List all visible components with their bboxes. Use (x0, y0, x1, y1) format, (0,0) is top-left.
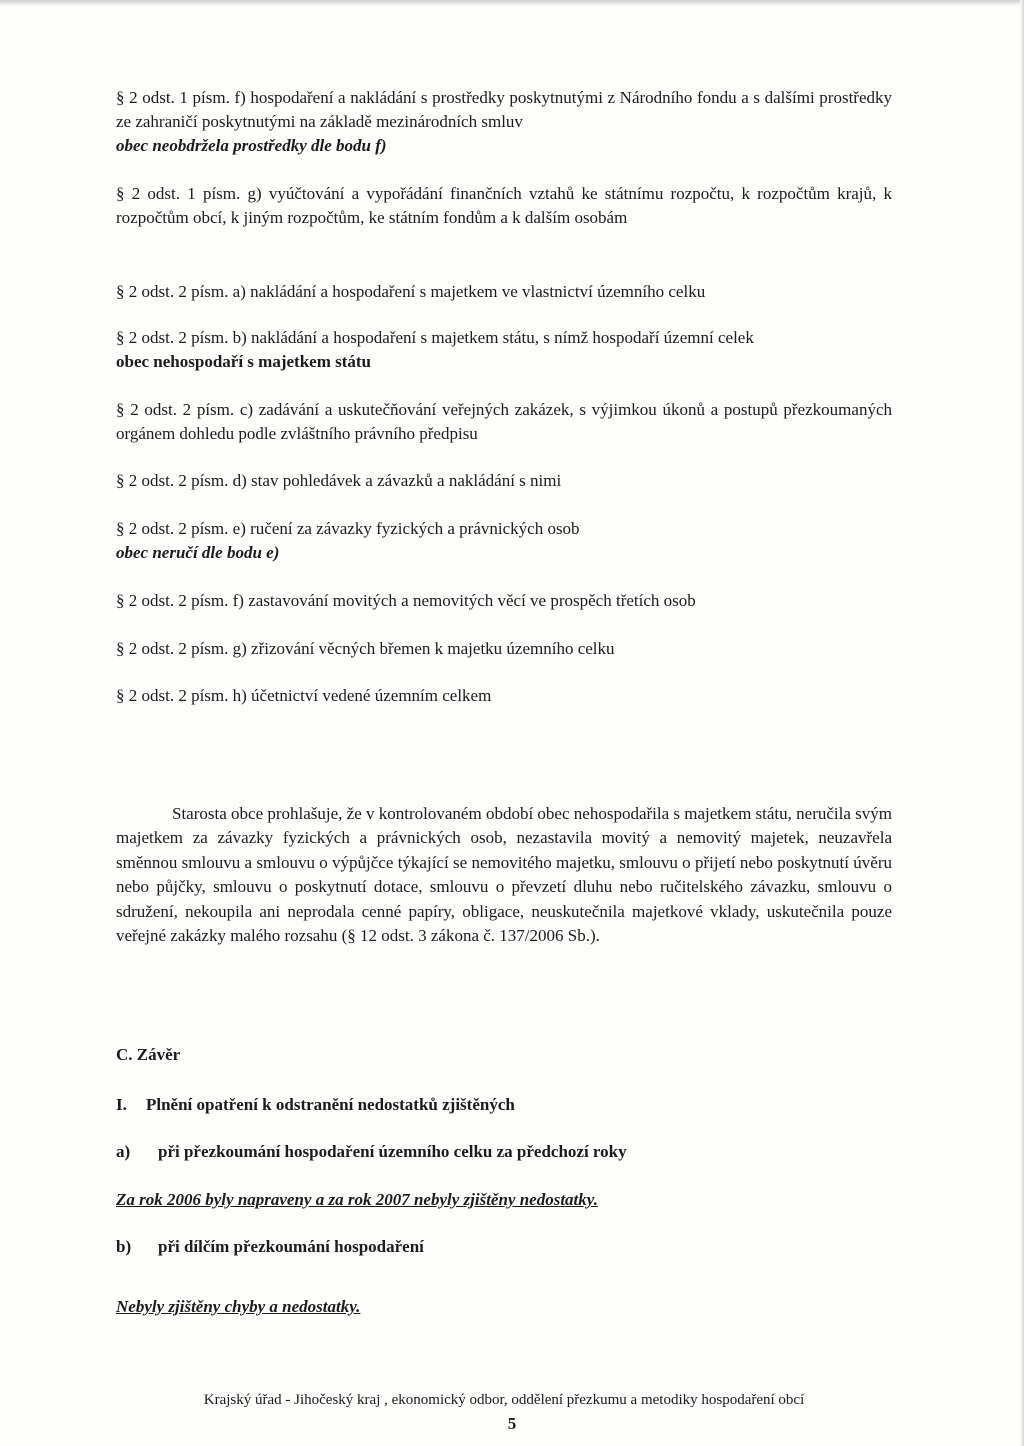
section-text: § 2 odst. 2 písm. e) ručení za závazky fyzických a právnických osob (116, 519, 580, 538)
subpoint-b-result: Nebyly zjištěny chyby a nedostatky. (116, 1297, 361, 1316)
subpoint-a-label: a) (116, 1142, 131, 1161)
page-number: 5 (507, 1414, 517, 1433)
subpoint-a-result: Za rok 2006 byly napraveny a za rok 2007 nebyly zjištěny nedostatky. (116, 1190, 598, 1209)
section-text: § 2 odst. 1 písm. g) vyúčtování a vypořádání finančních vztahů ke státnímu rozpočtu, k rozpočtům krajů, k rozpočtům obcí, k jiným rozpočtům, ke státním fondům a k dalším osobám (116, 184, 892, 227)
conclusion-title: C. Závěr (116, 1045, 181, 1064)
conclusion-subpoint-b (116, 1235, 892, 1259)
section-item (116, 182, 892, 230)
section-item (116, 684, 892, 708)
section-item (116, 589, 892, 613)
page-footer: Krajský úřad - Jihočeský kraj , ekonomický odbor, oddělení přezkumu a metodiky hospodaření obcí (203, 1392, 805, 1408)
subpoint-b-text: při dílčím přezkoumání hospodaření (158, 1237, 424, 1256)
scan-edge-top (0, 0, 1024, 6)
section-text: § 2 odst. 2 písm. a) nakládání a hospodaření s majetkem ve vlastnictví územního celku (116, 282, 706, 301)
scan-edge-right (1020, 0, 1024, 1446)
section-text: § 2 odst. 2 písm. f) zastavování movitých a nemovitých věcí ve prospěch třetích osob (116, 591, 696, 610)
declaration-paragraph: Starosta obce prohlašuje, že v kontrolovaném období obec nehospodařila s majetkem státu, neručila svým majetkem za závazky fyzických a právnických osob, nezastavila movitý a nemovitý majetek, neuzavřela směnnou smlouvu a smlouvu o výpůjčce týkající se nemovitého majetku, smlouvu o přijetí nebo poskytnutí úvěru nebo půjčky, smlouvu o poskytnutí dotace, smlouvu o převzetí dluhu nebo ručitelského závazku, smlouvu o sdružení, nekoupila ani neprodala cenné papíry, obligace, neuskutečnila majetkové vklady, uskutečnila pouze veřejné zakázky malého rozsahu (§ 12 odst. 3 zákona č. 137/2006 Sb.). (116, 804, 892, 946)
section-item (116, 637, 892, 661)
section-text: § 2 odst. 2 písm. b) nakládání a hospodaření s majetkem státu, s nímž hospodaří územní celek (116, 328, 754, 347)
point-label: I. (116, 1095, 127, 1114)
section-item (116, 469, 892, 493)
section-item (116, 326, 892, 374)
section-text: § 2 odst. 1 písm. f) hospodaření a nakládání s prostředky poskytnutými z Národního fondu a s dalšími prostředky ze zahraničí poskytnutými na základě mezinárodních smluv (116, 88, 892, 131)
section-text: § 2 odst. 2 písm. d) stav pohledávek a závazků a nakládání s nimi (116, 471, 562, 490)
section-item (116, 517, 892, 565)
subpoint-b-label: b) (116, 1237, 132, 1256)
conclusion-point (116, 1093, 892, 1117)
section-text: § 2 odst. 2 písm. h) účetnictví vedené územním celkem (116, 686, 492, 705)
section-note: obec neobdržela prostředky dle bodu f) (116, 136, 387, 155)
section-text: § 2 odst. 2 písm. g) zřizování věcných břemen k majetku územního celku (116, 639, 615, 658)
section-item (116, 280, 892, 304)
section-item (116, 398, 892, 446)
point-text: Plnění opatření k odstranění nedostatků zjištěných (146, 1095, 515, 1114)
section-text: § 2 odst. 2 písm. c) zadávání a uskutečňování veřejných zakázek, s výjimkou úkonů a postupů přezkoumaných orgánem dohledu podle zvláštního právního předpisu (116, 400, 892, 443)
conclusion-subpoint-a (116, 1140, 892, 1164)
section-item (116, 86, 892, 158)
subpoint-a-text: při přezkoumání hospodaření územního celku za předchozí roky (158, 1142, 627, 1161)
section-note: obec neručí dle bodu e) (116, 543, 280, 562)
section-note: obec nehospodaří s majetkem státu (116, 352, 371, 371)
